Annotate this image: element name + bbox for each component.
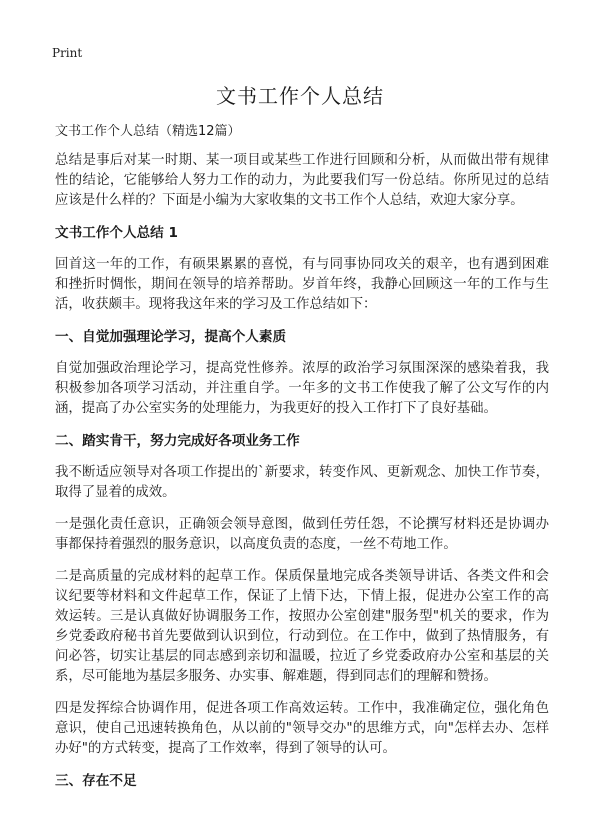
section-heading-shortcomings: 三、存在不足 [55, 773, 137, 789]
paragraph-drafting-coordination: 二是高质量的完成材料的起草工作。保质保量地完成各类领导讲话、各类文件和会议纪要等材料和文件起草工作，保证了上情下达，下情上报，促进办公室工作的高效运转。三是认真做好协调服务工作，按照办公室创建"服务型"机关的要求，作为乡党委政府秘书首先要做到认识到位，行动到位。在工作中，做到了热情服务，有问必答，切实让基层的同志感到亲切和温暖，拉近了乡党委政府办公室和基层的关系，尽可能地为基层多服务、办实事、解难题，得到同志们的理解和赞扬。 [55, 569, 549, 684]
intro-paragraph: 总结是事后对某一时期、某一项目或某些工作进行回顾和分析，从而做出带有规律性的结论，它能够给人努力工作的动力，为此要我们写一份总结。你所见过的总结应该是什么样的？下面是小编为大家收集的文书工作个人总结，欢迎大家分享。 [55, 153, 549, 208]
paragraph-theory-study: 自觉加强政治理论学习，提高党性修养。浓厚的政治学习氛围深深的感染着我，我积极参加各项学习活动，并注重自学。一年多的文书工作使我了解了公文写作的内涵，提高了办公室实务的处理能力，为我更好的投入工作打下了良好基础。 [55, 361, 549, 416]
paragraph-review: 回首这一年的工作，有硕果累累的喜悦，有与同事协同攻关的艰辛，也有遇到困难和挫折时惆怅，期间在领导的培养帮助。岁首年终，我静心回顾这一年的工作与生活，收获颇丰。现将我这年来的学习及工作总结如下： [55, 257, 549, 312]
section-heading-business-work: 二、踏实肯干，努力完成好各项业务工作 [55, 433, 300, 449]
document-body [55, 122, 549, 803]
paragraph-responsibility: 一是强化责任意识，正确领会领导意图，做到任劳任怨，不论撰写材料还是协调办事都保持着强烈的服务意识，以高度负责的态度，一丝不苟地工作。 [55, 517, 549, 552]
section-heading-summary-1: 文书工作个人总结 1 [55, 225, 178, 241]
section-heading-theory-study: 一、自觉加强理论学习，提高个人素质 [55, 329, 287, 345]
paragraph-coordination-role: 四是发挥综合协调作用，促进各项工作高效运转。工作中，我准确定位，强化角色意识，使自己迅速转换角色，从以前的"领导交办"的思维方式，向"怎样去办、怎样办好"的方式转变，提高了工作效率，得到了领导的认可。 [55, 701, 549, 756]
document-title: 文书工作个人总结 [216, 84, 384, 108]
print-label[interactable]: Print [52, 46, 83, 60]
document-subtitle: 文书工作个人总结（精选12篇） [55, 124, 241, 139]
paragraph-adapt-requirements: 我不断适应领导对各项工作提出的`新要求，转变作风、更新观念、加快工作节奏，取得了显着的成效。 [55, 465, 549, 500]
